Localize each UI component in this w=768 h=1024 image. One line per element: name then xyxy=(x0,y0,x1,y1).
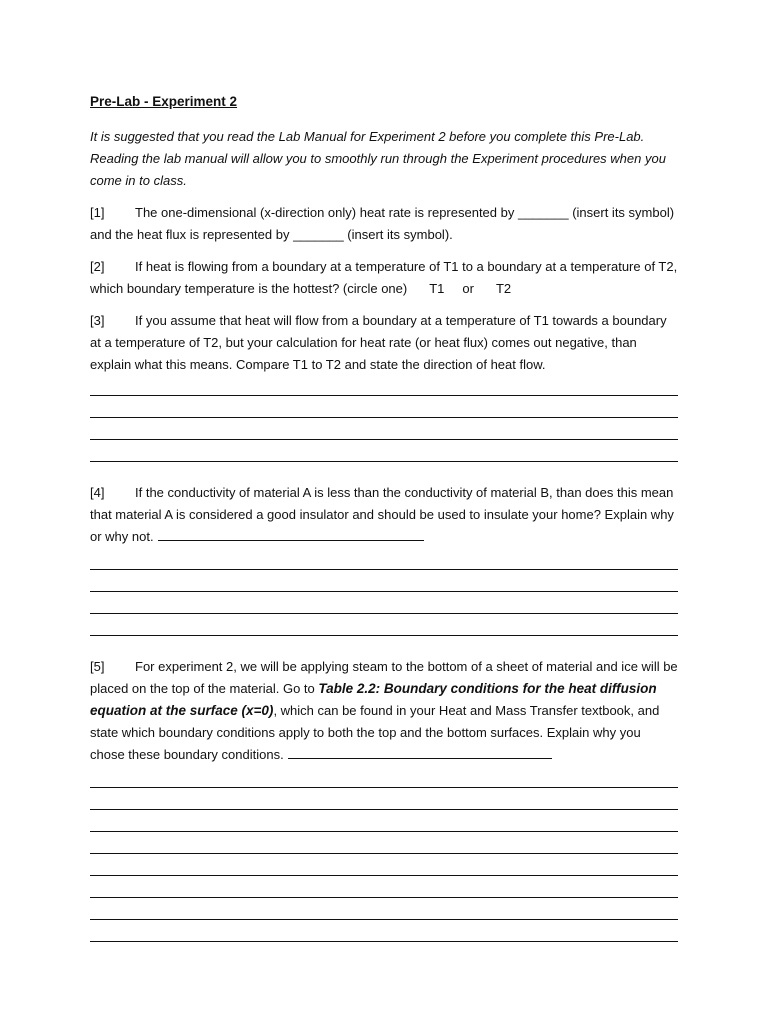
question-text: For experiment 2, we will be applying steam to the bottom of a sheet of material and ice will be placed on the top of the material. Go to xyxy=(90,659,678,696)
answer-line[interactable] xyxy=(90,548,678,570)
choice-t2[interactable]: T2 xyxy=(495,281,512,296)
answer-line[interactable] xyxy=(90,920,678,942)
answer-area-3 xyxy=(90,374,678,462)
inline-answer-line[interactable] xyxy=(288,744,552,759)
answer-area-4 xyxy=(90,548,678,636)
answer-line[interactable] xyxy=(90,854,678,876)
choice-t1[interactable]: T1 xyxy=(429,281,445,296)
question-text: If the conductivity of material A is less than the conductivity of material B, than does this mean that material A is considered a good insulator and should be used to insulate your home? Explain why or why not. xyxy=(90,485,674,544)
answer-area-5 xyxy=(90,766,678,942)
answer-line[interactable] xyxy=(90,898,678,920)
answer-line[interactable] xyxy=(90,592,678,614)
question-text: The one-dimensional (x-direction only) heat rate is represented by _______ (insert its symbol) and the heat flux is represented by _______ (insert its symbol). xyxy=(90,205,675,242)
question-1 xyxy=(90,202,678,246)
answer-line[interactable] xyxy=(90,788,678,810)
question-4 xyxy=(90,482,678,548)
question-number: [2] xyxy=(90,259,105,274)
document-page xyxy=(90,92,678,954)
answer-line[interactable] xyxy=(90,440,678,462)
question-2 xyxy=(90,256,678,300)
answer-line[interactable] xyxy=(90,396,678,418)
answer-line[interactable] xyxy=(90,570,678,592)
question-number: [3] xyxy=(90,313,105,328)
answer-line[interactable] xyxy=(90,766,678,788)
table-reference: Table 2.2: Boundary conditions for the heat diffusion equation at the surface (x=0) xyxy=(90,681,657,718)
question-number: [1] xyxy=(90,205,105,220)
question-number: [4] xyxy=(90,485,105,500)
question-5 xyxy=(90,656,678,766)
page-title: Pre-Lab - Experiment 2 xyxy=(90,94,238,109)
answer-line[interactable] xyxy=(90,418,678,440)
inline-answer-line[interactable] xyxy=(158,526,424,541)
answer-line[interactable] xyxy=(90,832,678,854)
choice-separator: or xyxy=(462,281,474,296)
question-text-continued: , which can be found in your Heat and Mass Transfer textbook, and state which boundary conditions apply to both the top and the bottom surfaces. Explain why you chose these boundary conditions. xyxy=(90,703,660,762)
question-text: If heat is flowing from a boundary at a temperature of T1 to a boundary at a temperature of T2, which boundary temperature is the hottest? (circle one) xyxy=(90,259,678,296)
question-text: If you assume that heat will flow from a boundary at a temperature of T1 towards a boundary at a temperature of T2, but your calculation for heat rate (or heat flux) comes out negative, than explain what this means. Compare T1 to T2 and state the direction of heat flow. xyxy=(90,313,667,372)
answer-line[interactable] xyxy=(90,374,678,396)
answer-line[interactable] xyxy=(90,614,678,636)
answer-line[interactable] xyxy=(90,876,678,898)
answer-line[interactable] xyxy=(90,810,678,832)
question-number: [5] xyxy=(90,659,105,674)
intro-paragraph: It is suggested that you read the Lab Manual for Experiment 2 before you complete this Pre-Lab. Reading the lab manual will allow you to smoothly run through the Experiment procedures when you come in to class. xyxy=(90,129,666,188)
question-3 xyxy=(90,310,678,376)
